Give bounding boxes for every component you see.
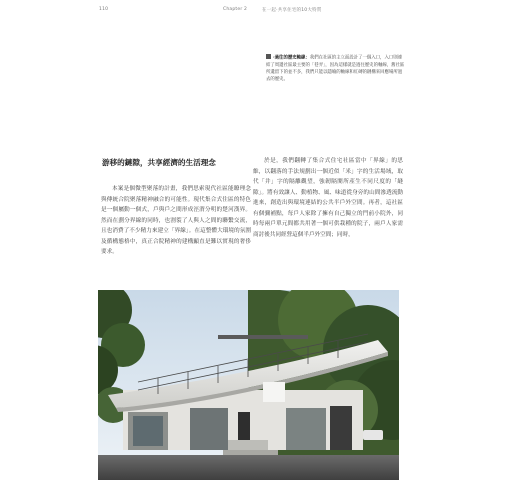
chapter-label: Chapter 2 xyxy=(223,7,248,12)
body-paragraph-right: 於是，我們翻轉了集合式住宅社區當中「界線」的思維，以翻落的手法規劃出一個近似「米」字的生活場域，取代「井」字的隔離觀望，強韌隔閡所產生不同尺度的「縫隙」。將有效讓人、動植物、風、味道從身旁的山間滲透流動進來，創造出與環境連結的公共半戶外空間。再者，這社區有個彌補點，每戶人家除了擁有自己獨立的門前小院外，同時每兩戶單元間都共用著一個可供栽種的院子，兩戶人家需商討後共同經營這個半戶外空間；同時， xyxy=(253,158,403,238)
note-text: 我們在社區的主立面設計了一個入口，入口則連結了周邊社區最主要的「巷弄」，因為這樣就是過往歷史的軸線，舊社區所遺留下的並不多，我們只能以隱喻的軸線和紅磚的鏈構來回應場所過去的歷史。 xyxy=(266,55,405,83)
chapter-title: 在一起·共享住宅的10大特質 xyxy=(262,8,322,13)
body-column-right xyxy=(253,156,403,240)
note-bullet-icon xyxy=(266,54,271,59)
history-note xyxy=(266,54,406,84)
note-title: ·過往的歷史軸線： xyxy=(273,55,310,61)
body-paragraph-left: 本案是個微型聚落的計畫，我們思索現代社區能瞭理念與傳統合院聚落精神融合的可能性。現代集合式住區的特色是一個屬動一個式，戶與戶之間形成涇渭分明的楚河漢界。然而在劃分界線的同時，也割裂了人與人之間的聯繫交流，且也消費了不少精力來建立「界線」。在這整體大環境的氛圍及循構態格中，真正合院精神的建構顯直是難以實現的奢侈要求。 xyxy=(101,186,251,255)
section-heading: 游移的鏈隙，共享經濟的生活理念 xyxy=(102,158,216,167)
page-number: 110 xyxy=(99,7,109,12)
body-column-left xyxy=(101,184,251,258)
house-photo xyxy=(98,290,399,480)
